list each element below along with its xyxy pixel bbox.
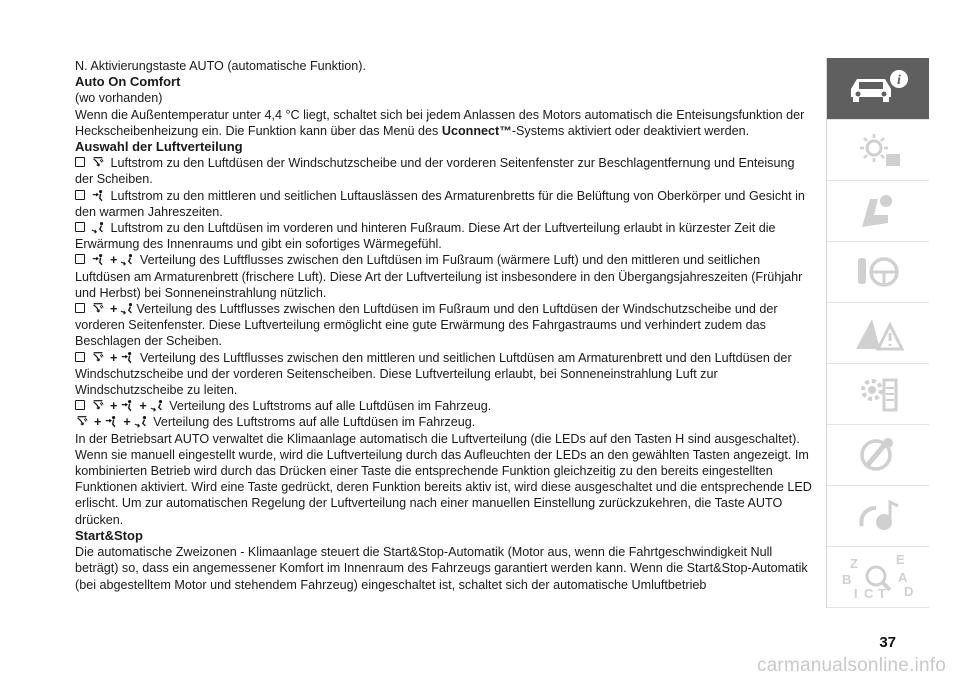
auto-mode-paragraph: In der Betriebsart AUTO verwaltet die Klimaanlage automatisch die Luftverteilung (die LEDs auf den Tasten H sind ausgeschaltet). Wenn sie manuell eingestellt wurde, wird die Luftverteilung durch das Aufleuchten der LEDs an den gewählten Tasten angezeigt. Im kombinierten Betrieb wird durch das Drücken einer Taste die entsprechende Funktion gleichzeitig zu den bereits eingestellten Funktionen aktiviert. Wird eine Taste gedrückt, deren Funktion bereits aktiv ist, wird diese ausgeschaltet und die entsprechende LED erlischt. Um zur automatischen Regelung der Luftverteilung nach einer manuellen Einstellung zurückzukehren, die Taste AUTO drücken. bbox=[75, 431, 812, 527]
tab-starting-driving[interactable] bbox=[827, 241, 929, 303]
list-item: Luftstrom zu den Luftdüsen im vorderen und hinteren Fußraum. Diese Art der Luftverteilung erlaubt in kürzester Zeit die Erwärmung des Innenraums und gibt ein sofortiges Wärmegefühl. bbox=[75, 221, 776, 252]
watermark-text: carmanualsonline.info bbox=[756, 655, 946, 676]
auto-on-paragraph bbox=[75, 107, 813, 139]
section-heading-start-stop: Start&Stop bbox=[75, 527, 143, 543]
led-indicator-icon bbox=[75, 222, 85, 232]
windshield-airflow-icon bbox=[91, 399, 105, 412]
service-icon bbox=[848, 433, 908, 477]
list-item: + Verteilung des Luftflusses zwischen den Luftdüsen im Fußraum und den Luftdüsen der Windschutzscheibe und der vorderen Seitenfenster. Diese Luftverteilung ermöglicht eine gute Erwärmung des Fahrgastraums und verhindert zudem das Beschlagen der Scheiben. bbox=[75, 302, 778, 349]
led-indicator-icon bbox=[75, 190, 85, 200]
led-indicator-icon bbox=[75, 352, 85, 362]
section-heading-auto-on: Auto On Comfort bbox=[75, 74, 181, 90]
airbag-seat-icon bbox=[848, 189, 908, 233]
intro-line: N. Aktivierungstaste AUTO (automatische Funktion). bbox=[75, 59, 366, 73]
feet-airflow-icon bbox=[120, 253, 134, 266]
manual-text bbox=[75, 58, 813, 593]
feet-airflow-icon bbox=[120, 302, 134, 315]
body-airflow-icon bbox=[120, 351, 134, 364]
chapter-tab-sidebar bbox=[826, 58, 929, 608]
led-indicator-icon bbox=[75, 157, 85, 167]
index-letter: B bbox=[842, 571, 852, 587]
tab-multimedia[interactable] bbox=[827, 485, 929, 547]
windshield-airflow-icon bbox=[91, 302, 105, 315]
index-letter: I bbox=[854, 585, 858, 601]
uconnect-brand: Uconnect™ bbox=[441, 123, 512, 138]
led-indicator-icon bbox=[75, 254, 85, 264]
svg-text:i: i bbox=[897, 72, 901, 88]
feet-airflow-icon bbox=[134, 415, 148, 428]
page-number: 37 bbox=[879, 634, 896, 651]
index-icon bbox=[838, 552, 918, 602]
multimedia-icon bbox=[848, 494, 908, 538]
tab-technical-data[interactable] bbox=[827, 424, 929, 486]
index-letter: E bbox=[896, 551, 905, 567]
tab-emergency[interactable] bbox=[827, 302, 929, 364]
tab-index[interactable] bbox=[827, 546, 929, 608]
index-letter: Z bbox=[850, 555, 858, 571]
body-airflow-icon bbox=[91, 189, 105, 202]
tab-warning-lights[interactable] bbox=[827, 119, 929, 181]
led-indicator-icon bbox=[75, 400, 85, 410]
auto-on-text-a: Wenn die Außentemperatur unter 4,4 °C liegt, schaltet sich bei jedem Anlassen des Motors automatisch die Enteisungsfunktion der Heckscheibenheizung ein. Die Funktion kann über das Menü des bbox=[75, 107, 805, 138]
tab-maintenance[interactable] bbox=[827, 363, 929, 425]
list-item: Luftstrom zu den Luftdüsen der Windschutzscheibe und der vorderen Seitenfenster zur Beschlagentfernung und Enteisung der Scheiben. bbox=[75, 156, 795, 187]
body-airflow-icon bbox=[91, 253, 105, 266]
auto-on-text-b: -Systems aktiviert oder deaktiviert werden. bbox=[511, 123, 750, 138]
index-letter: T bbox=[878, 585, 886, 601]
feet-airflow-icon bbox=[91, 221, 105, 234]
windshield-airflow-icon bbox=[91, 351, 105, 364]
body-airflow-icon bbox=[104, 415, 118, 428]
windshield-airflow-icon bbox=[75, 415, 89, 428]
tab-safety[interactable] bbox=[827, 180, 929, 242]
list-item: + + Verteilung des Luftstroms auf alle Luftdüsen im Fahrzeug. bbox=[75, 414, 813, 430]
list-item: + Verteilung des Luftflusses zwischen den Luftdüsen im Fußraum (wärmere Luft) und den mittleren und seitlichen Luftdüsen am Armaturenbrett (frischere Luft). Diese Art der Luftverteilung ist insbesondere in den Übergangsjahreszeiten (Frühjahr und Herbst) bei Sonneneinstrahlung nützlich. bbox=[75, 253, 803, 300]
start-stop-paragraph: Die automatische Zweizonen - Klimaanlage steuert die Start&Stop-Automatik (Motor aus, wenn die Fahrtgeschwindigkeit Null beträgt) so, dass ein angemessener Komfort im Innenraum des Fahrzeugs garantiert werden kann. Wenn die Start&Stop-Automatik (bei abgestelltem Motor und stehendem Fahrzeug) eingeschaltet ist, schaltet sich der automatische Umluftbetrieb bbox=[75, 545, 808, 592]
tools-icon bbox=[848, 372, 908, 416]
index-letter: C bbox=[864, 585, 874, 601]
road-warning-icon bbox=[848, 311, 908, 355]
windshield-airflow-icon bbox=[91, 156, 105, 169]
tab-car-info[interactable] bbox=[827, 58, 929, 120]
list-item: + + Verteilung des Luftstroms auf alle Luftdüsen im Fahrzeug. bbox=[75, 398, 813, 414]
feet-airflow-icon bbox=[150, 399, 164, 412]
list-item: + Verteilung des Luftflusses zwischen den mittleren und seitlichen Luftdüsen am Armaturenbrett und den Luftdüsen der Windschutzscheibe und der vorderen Seitenscheiben. Diese Luftverteilung erlaubt, bei Sonneneinstrahlung Luft zur Windschutzscheibe zu leiten. bbox=[75, 350, 792, 398]
availability-note: (wo vorhanden) bbox=[75, 91, 163, 106]
led-indicator-icon bbox=[75, 303, 85, 313]
car-info-icon bbox=[843, 67, 913, 111]
list-item: Luftstrom zu den mittleren und seitlichen Luftauslässen des Armaturenbretts für die Belüftung von Oberkörper und Gesicht in den warmen Jahreszeiten. bbox=[75, 188, 805, 219]
index-letter: A bbox=[898, 569, 908, 585]
warning-lights-icon bbox=[848, 128, 908, 172]
section-heading-air-distribution: Auswahl der Luftverteilung bbox=[75, 139, 243, 155]
index-letter: D bbox=[904, 583, 914, 599]
body-airflow-icon bbox=[120, 399, 134, 412]
key-steering-icon bbox=[848, 250, 908, 294]
